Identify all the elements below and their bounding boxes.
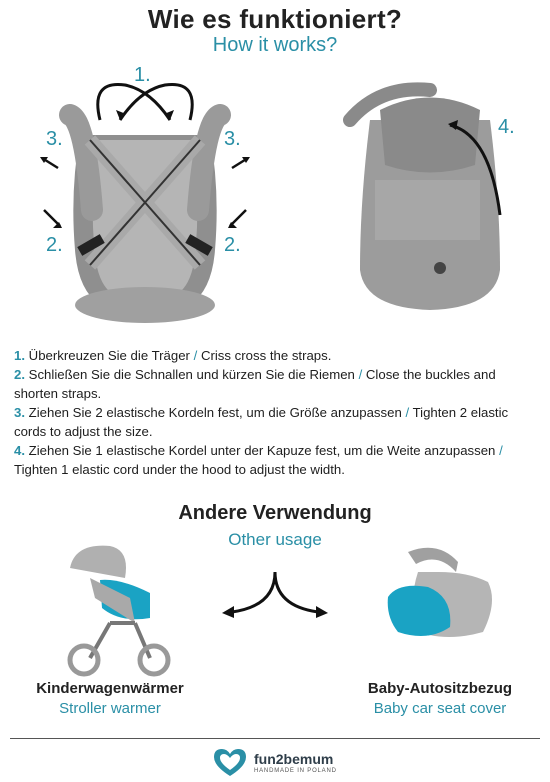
- instruction-item: 2. Schließen Sie die Schnallen und kürzen Sie die Riemen / Close the buckles and shorten straps.: [14, 367, 496, 401]
- car-seat-illustration: [378, 542, 508, 652]
- brand-tagline: HANDMADE IN POLAND: [254, 768, 337, 774]
- stroller-illustration: [50, 538, 180, 678]
- stroller-warmer-label-en: Stroller warmer: [59, 700, 161, 717]
- car-seat-cover-label-de: Baby-Autositzbezug: [367, 680, 513, 697]
- instruction-item: 4. Ziehen Sie 1 elastische Kordel unter der Kapuze fest, um die Weite anzupassen / Tighten 1 elastic cord under the hood to adjust the width.: [14, 443, 503, 477]
- instruction-item: 3. Ziehen Sie 2 elastische Kordeln fest, um die Größe anzupassen / Tighten 2 elastic cords to adjust the size.: [14, 405, 509, 439]
- page-title: Wie es funktioniert?: [147, 4, 403, 34]
- stroller-warmer-label-de: Kinderwagenwärmer: [36, 680, 184, 697]
- step-2-marker-right: 2.: [224, 234, 241, 256]
- instructions-list: [14, 346, 538, 479]
- instruction-item: 1. Überkreuzen Sie die Träger / Criss cross the straps.: [14, 348, 332, 363]
- step-3-marker-left: 3.: [46, 128, 63, 150]
- car-seat-cover-label-en: Baby car seat cover: [373, 700, 507, 717]
- step-3-marker-right: 3.: [224, 128, 241, 150]
- page-subtitle: How it works?: [212, 34, 338, 56]
- step-1-marker: 1.: [134, 64, 151, 86]
- step-4-marker: 4.: [498, 116, 515, 138]
- step-2-marker-left: 2.: [46, 234, 63, 256]
- other-usage-title: Andere Verwendung: [178, 502, 372, 524]
- other-usage-subtitle: Other usage: [228, 530, 322, 549]
- footer-divider: [10, 738, 540, 739]
- double-arrow-icon: [212, 566, 338, 628]
- brand-name: fun2bemum: [254, 751, 334, 767]
- brand-logo-icon: [212, 748, 248, 778]
- carrier-cover-outside-illustration: [340, 80, 520, 320]
- carrier-cover-inside-illustration: [30, 60, 260, 330]
